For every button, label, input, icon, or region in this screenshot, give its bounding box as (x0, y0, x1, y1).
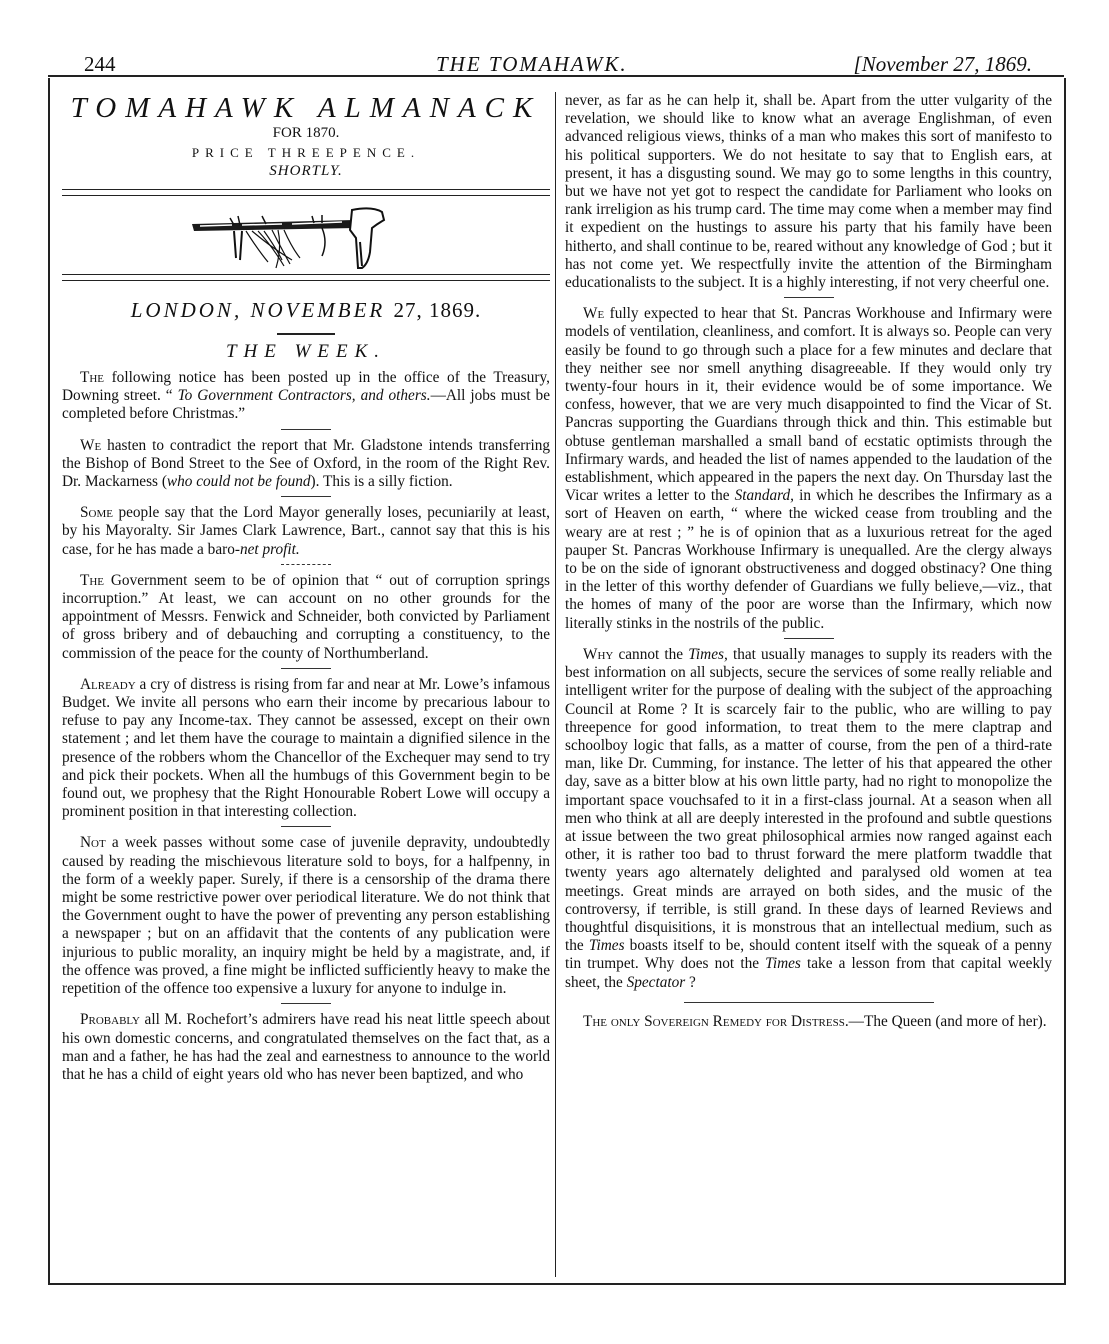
separator (281, 1003, 331, 1004)
title-bar (277, 333, 335, 335)
separator (281, 496, 331, 497)
separator (784, 297, 834, 298)
masthead-rule-bottom (62, 274, 550, 281)
paragraph-literature: Not a week passes without some case of juvenile depravity, undoubtedly caused by reading the mischievous literature sold to boys, for a halfpenny, in the form of a weekly paper. Surely, if there is a censorship of the drama there might be some restrictive power over periodical literature. We do not think that the Government ought to have the power of preventing any person establishing a newspaper ; but on an affidavit that the contents of any publication were injurious to public morality, an inquiry might be held by a magistrate, and, if the offence was proved, a fine might be inflicted sufficiently heavy to make the repetition of the offence too expensive a luxury for anyone to indulge in. (62, 834, 550, 998)
dateline-place-month: LONDON, NOVEMBER (130, 298, 386, 322)
separator (281, 826, 331, 827)
section-title: THE WEEK. (225, 341, 387, 362)
header-rule (48, 75, 1064, 77)
paragraph-rochefort-continued: never, as far as he can help it, shall be. Apart from the utter vulgarity of the revelation, we should like to know what an average Englishman, of even advanced religious views, thinks of a man who makes this sort of manifesto to his political supporters. We do not hesitate to say that to English ears, at present, it has a disgusting sound. We may go to some lengths in this country, but we have not yet got to respect the candidate for Parliament who looks on rank irreligion as his trump card. The time may come when a member may find it expedient on the hustings to assure his party that his family have been hitherto, and shall continue to be, reared without any knowledge of God ; but it has not come yet. We respectfully invite the attention of the Birmingham educationalists to the subject. It is a highly interesting, if not very cheerful one. (565, 92, 1052, 292)
paragraph-treasury: The following notice has been posted up in the office of the Treasury, Downing street. “ To Government Contractors, and others.—All jobs must be completed before Christmas.” (62, 369, 550, 423)
running-head (84, 52, 1032, 76)
paragraph-lord-mayor: Some people say that the Lord Mayor generally loses, pecuniarily at least, by his Mayoralty. Sir James Clark Lawrence, Bart., cannot say that this is his case, for he has made a baro-net profit. (62, 504, 550, 558)
separator (281, 668, 331, 669)
paragraph-st-pancras: We fully expected to hear that St. Pancras Workhouse and Infirmary were models of ventilation, cleanliness, and comfort. It is always so. People can very easily be found to go through such a place for a few minutes and declare that they neither see nor smell anything disagreeable. If they would only try twenty-four hours in it, their evidence would be of some importance. We confess, however, that we are very much disappointed to find the Vicar of St. Pancras supporting the Guardians through thick and thin. This estimable but obtuse gentleman marshalled a small band of ecstatic optimists through the Infirmary wards, and headed the list of names appended to the laudation of the establishment, which appeared in the papers the next day. On Thursday last the Vicar writes a letter to the Standard, in which he describes the Infirmary as a sort of Heaven on earth, “ where the wicked cease from troubling and the weary are at rest ; ” he is of opinion that as a luxurious retreat for the aged pauper St. Pancras Workhouse Infirmary is unequalled. Are the clergy always to be on the side of ignorant obstructiveness and dogged obstinacy? One thing in the letter of this worthy defender of Guardians we fully believe,—viz., that the homes of many of the poor are worse than the Infirmary, which now literally stinks in the nostrils of the public. (565, 305, 1052, 632)
column-divider (555, 92, 556, 1277)
dateline-day-year: 27, 1869. (393, 298, 482, 322)
almanack-year: FOR 1870. (272, 125, 340, 141)
periodical-title: THE TOMAHAWK. (436, 52, 628, 76)
issue-date: [November 27, 1869. (853, 52, 1032, 76)
tomahawk-illustration (62, 196, 550, 274)
dateline (62, 297, 550, 323)
paragraph-times: Why cannot the Times, that usually manages to supply its readers with the best information on all subjects, secure the services of some really reliable and intelligent writer for the purpose of dealing with the subject of the approaching Council at Rome ? It is scarcely fair to the public, who are willing to pay threepence for good information, to treat them to the mere claptrap and schoolboy logic that falls, as a matter of course, from the pen of a third-rate man, like Dr. Cumming, for instance. The letter of his that appeared the other day, save as a bitter blow at his own little party, had no right to monopolize the important space vouchsafed to it in a first-class journal. At a season when all men who think at all are deeply interested in the profound and subtle questions at issue between the two great philosophical armies now ranged against each other, it is rather too bad to thrust forward the mere platform twaddle that twenty years ago alternately delighted and paralysed old women at tea meetings. Great minds are arrayed on both sides, and the music of the controversy, if terrible, is still grand. In these days of learned Reviews and thoughtful disquisitions, it is monstrous that an intellectual medium, such as the Times boasts itself to be, should content itself with the squeak of a penny tin trumpet. Why does not the Times take a lesson from that capital weekly sheet, the Spectator ? (565, 645, 1053, 991)
paragraph-rochefort: Probably all M. Rochefort’s admirers have read his neat little speech about his own domestic concerns, and congratulated themselves on the fact that, as a man and a father, he has had the zeal and earnestness to announce to the world that he has a child of eight years old who has never been baptized, and who (62, 1011, 550, 1083)
paragraph-corruption: The Government seem to be of opinion that “ out of corruption springs incorruption.” At least, we can account on no other grounds for the appointment of Messrs. Fenwick and Schneider, both convicted by Parliament of gross bribery and of debauching and corrupting a constituency, to the commission of the peace for the county of Northumberland. (62, 571, 550, 662)
paragraph-budget: Already a cry of distress is rising from far and near at Mr. Lowe’s infamous Budget. We invite all persons who earn their income by precarious labour to refuse to pay any Income-tax. They cannot be assessed, except on their own statement ; and let them have the courage to maintain a dignified silence in the presence of the robbers whom the Chancellor of the Exchequer may send to try and pick their pockets. When all the humbugs of this Government begin to be found out, we prophesy that the Right Honourable Robert Lowe will occupy a prominent position in that interesting collection. (62, 675, 550, 821)
paragraph-gladstone: We hasten to contradict the report that Mr. Gladstone intends transferring the Bishop of Bond Street to the See of Oxford, in the room of the Right Rev. Dr. Mackarness (who could not be found). This is a silly fiction. (62, 436, 550, 491)
almanack-title: TOMAHAWK ALMANACK (70, 92, 542, 124)
tomahawk-pipe-icon (172, 198, 412, 272)
almanack-price: PRICE THREEPENCE. (191, 145, 421, 160)
separator (784, 638, 834, 639)
page-number: 244 (84, 52, 116, 76)
separator (281, 429, 331, 430)
almanack-status: SHORTLY. (269, 163, 343, 179)
separator (281, 564, 331, 565)
left-column (62, 92, 550, 1084)
masthead-rule-top (62, 189, 550, 196)
separator-long (684, 1002, 934, 1003)
almanack-advert (62, 92, 550, 181)
right-column (565, 92, 1052, 1031)
paragraph-sovereign-remedy: The only Sovereign Remedy for Distress.—The Queen (and more of her). (583, 1012, 1047, 1030)
